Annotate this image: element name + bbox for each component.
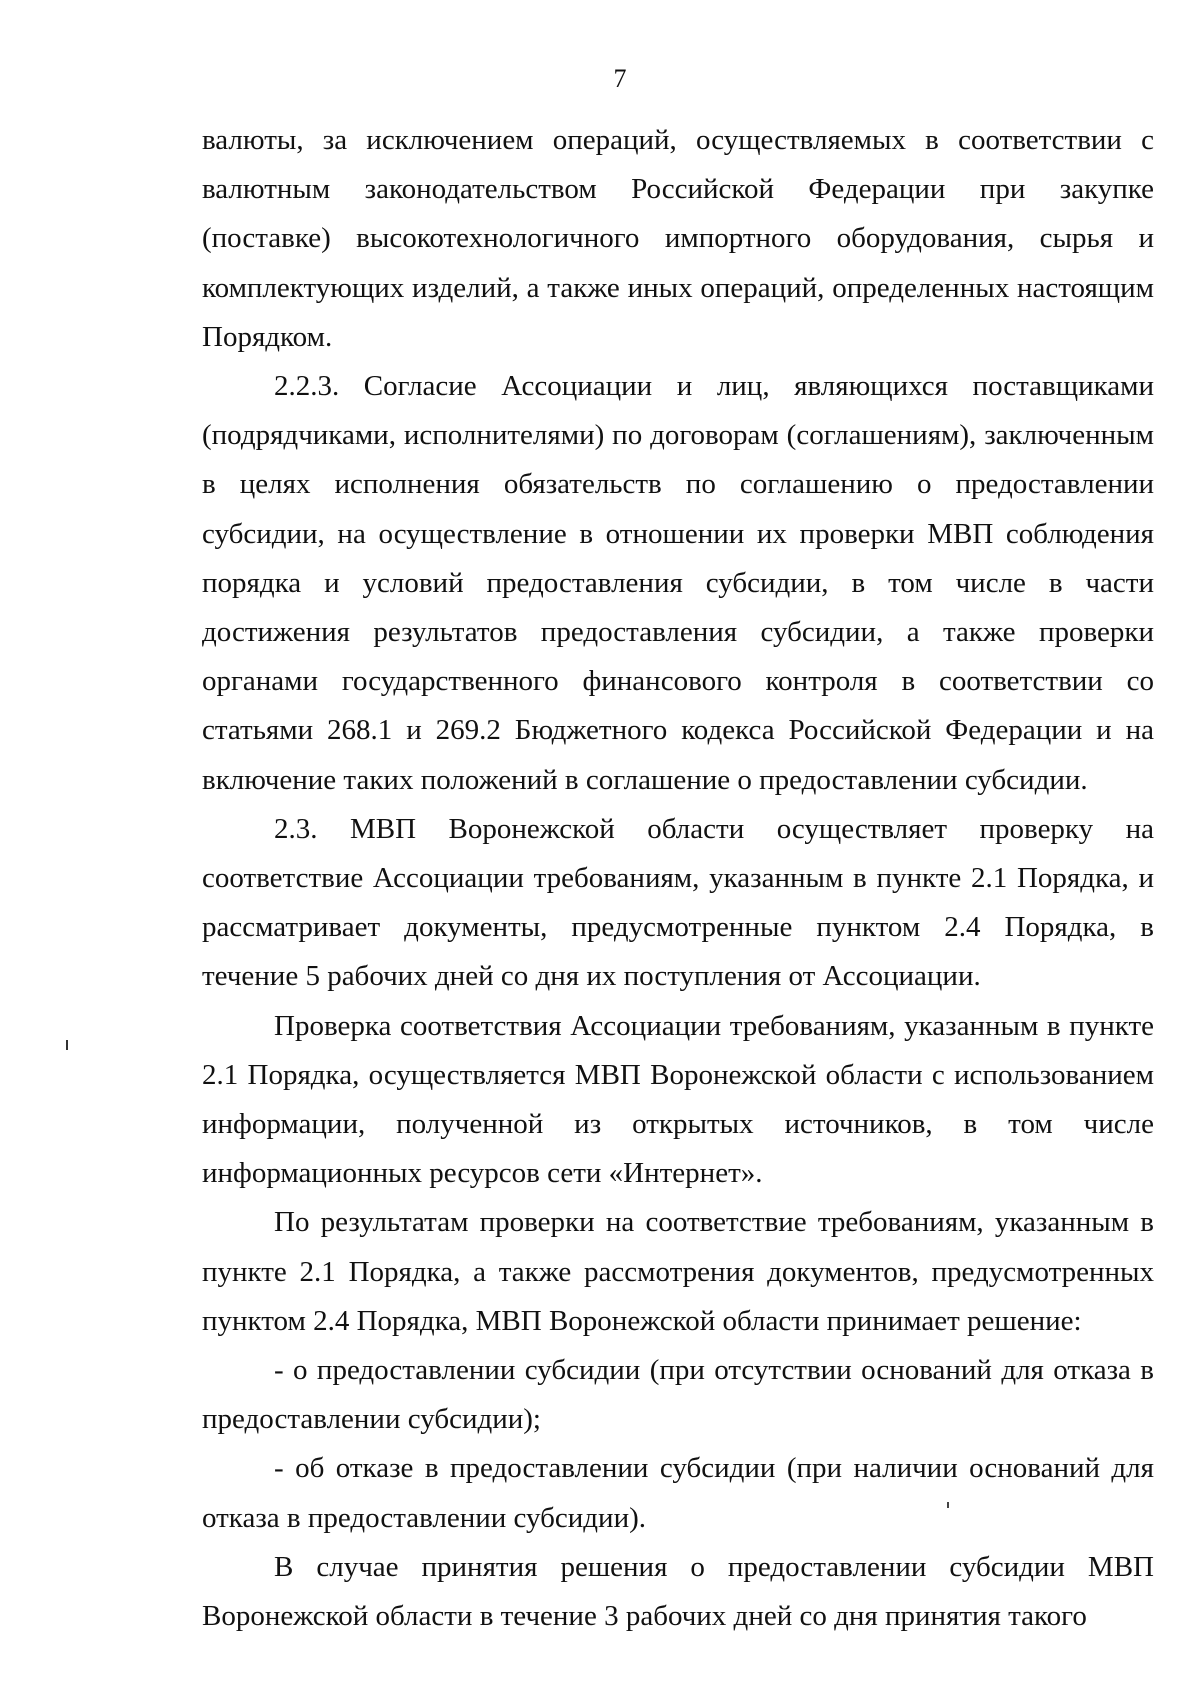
- list-item-refusal: - об отказе в предоставлении субсидии (при наличии оснований для отказа в предоставлении субсидии).: [202, 1452, 1154, 1534]
- paragraph-verification: Проверка соответствия Ассоциации требованиям, указанным в пункте 2.1 Порядка, осуществляется МВП Воронежской области с использованием информации, полученной из открытых источников, в том числе информационных ресурсов сети «Интернет».: [202, 1009, 1154, 1190]
- page-number: 7: [613, 64, 627, 93]
- paragraph-2-2-3: 2.2.3. Согласие Ассоциации и лиц, являющихся поставщиками (подрядчиками, исполнителями) по договорам (соглашениям), заключенным в целях исполнения обязательств по соглашению о предоставлении субсидии, на осуществление в отношении их проверки МВП соблюдения порядка и условий предоставления субсидии, в том числе в части достижения результатов предоставления субсидии, а также проверки органами государственного финансового контроля в соответствии со статьями 268.1 и 269.2 Бюджетного кодекса Российской Федерации и на включение таких положений в соглашение о предоставлении субсидии.: [202, 370, 1154, 796]
- document-body: [202, 116, 1154, 1641]
- paragraph-2-3: 2.3. МВП Воронежской области осуществляет проверку на соответствие Ассоциации требованиям, указанным в пункте 2.1 Порядка, и рассматривает документы, предусмотренные пунктом 2.4 Порядка, в течение 5 рабочих дней со дня их поступления от Ассоциации.: [202, 812, 1154, 993]
- paragraph-decision: По результатам проверки на соответствие требованиям, указанным в пункте 2.1 Порядка, а также рассмотрения документов, предусмотренных пунктом 2.4 Порядка, МВП Воронежской области принимает решение:: [202, 1206, 1154, 1337]
- list-item-grant: - о предоставлении субсидии (при отсутствии оснований для отказа в предоставлении субсидии);: [202, 1354, 1154, 1436]
- margin-mark: [66, 1040, 68, 1050]
- paragraph-grant-case: В случае принятия решения о предоставлении субсидии МВП Воронежской области в течение 3 рабочих дней со дня принятия такого: [202, 1550, 1154, 1633]
- paragraph-continuation: валюты, за исключением операций, осуществляемых в соответствии с валютным законодательством Российской Федерации при закупке (поставке) высокотехнологичного импортного оборудования, сырья и комплектующих изделий, а также иных операций, определенных настоящим Порядком.: [202, 124, 1154, 353]
